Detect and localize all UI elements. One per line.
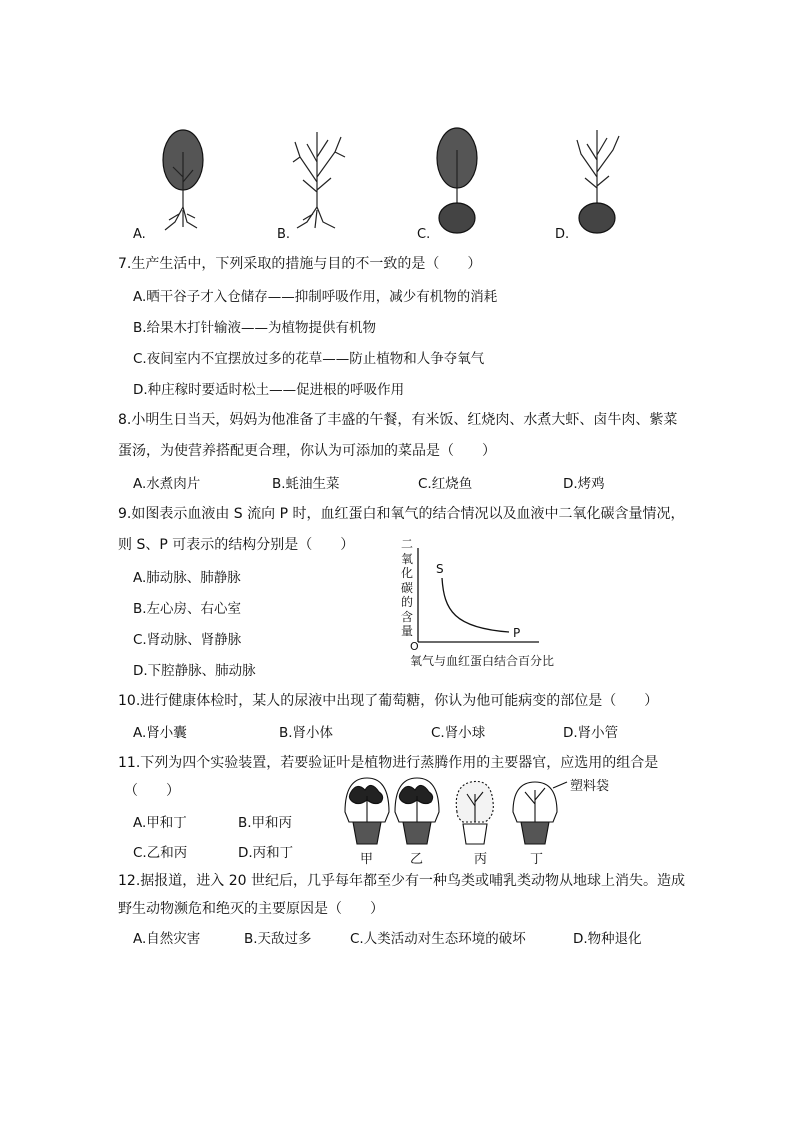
q11-stem: 11.下列为四个实验装置，若要验证叶是植物进行蒸腾作用的主要器官，应选用的组合是 <box>118 755 659 771</box>
q11-option-b: B.甲和丙 <box>238 815 293 831</box>
q9-option-d: D.下腔静脉、肺动脉 <box>133 663 256 679</box>
q12-option-c: C.人类活动对生态环境的破坏 <box>350 931 526 947</box>
q10-stem: 10.进行健康体检时，某人的尿液中出现了葡萄糖，你认为他可能病变的部位是（ ） <box>118 693 659 709</box>
q12-option-b: B.天敌过多 <box>244 931 312 947</box>
q11-option-d: D.丙和丁 <box>238 845 294 861</box>
q8-option-a: A.水煮肉片 <box>133 476 201 492</box>
q9-y-char: 的 <box>400 595 413 609</box>
setup-bing <box>456 781 493 844</box>
q9-curve <box>442 578 509 632</box>
q11-option-a: A.甲和丁 <box>133 815 187 831</box>
q8-stem-line2: 蛋汤，为使营养搭配更合理，你认为可添加的菜品是（ ） <box>118 443 496 459</box>
q8-option-d: D.烤鸡 <box>563 476 605 492</box>
q9-y-char: 量 <box>400 624 413 638</box>
q12-option-a: A.自然灾害 <box>133 931 201 947</box>
tree-option-label-b: B. <box>277 227 291 242</box>
q8-option-b: B.蚝油生菜 <box>272 476 340 492</box>
q11-bag-label: 塑料袋 <box>570 779 610 794</box>
tree-option-label-a: A. <box>133 227 146 242</box>
q11-pot-label-bing: 丙 <box>474 852 488 867</box>
q9-stem-line1: 9.如图表示血液由 S 流向 P 时，血红蛋白和氧气的结合情况以及血液中二氧化碳含量情况， <box>118 506 685 522</box>
q11-option-c: C.乙和丙 <box>133 845 188 861</box>
tree-options-figure <box>135 122 655 247</box>
q10-option-c: C.肾小球 <box>431 725 486 741</box>
q7-stem: 7.生产生活中，下列采取的措施与目的不一致的是（ ） <box>118 256 482 272</box>
q10-option-b: B.肾小体 <box>279 725 334 741</box>
q10-option-d: D.肾小管 <box>563 725 619 741</box>
q9-x-label: 氧气与血红蛋白结合百分比 <box>410 654 555 668</box>
q7-option-a: A.晒干谷子才入仓储存——抑制呼吸作用，减少有机物的消耗 <box>133 289 498 305</box>
q11-plant-setups-figure <box>335 772 605 852</box>
q12-option-d: D.物种退化 <box>573 931 642 947</box>
tree-b-bare-bare-roots <box>293 132 345 228</box>
q8-option-c: C.红烧鱼 <box>418 476 473 492</box>
q11-pot-label-yi: 乙 <box>410 852 424 867</box>
q9-y-char: 碳 <box>400 580 413 595</box>
q9-y-char: 化 <box>400 566 413 580</box>
q12-stem-line2: 野生动物濒危和绝灭的主要原因是（ ） <box>118 901 384 917</box>
q9-point-s: S <box>436 562 444 576</box>
setup-ding <box>513 782 567 844</box>
q11-pot-label-ding: 丁 <box>530 852 544 867</box>
tree-option-label-c: C. <box>417 227 431 242</box>
setup-jia <box>345 778 389 844</box>
q11-stem-line2: （ ） <box>124 783 180 799</box>
setup-yi <box>395 778 439 844</box>
tree-a-leafy-bare-roots <box>163 130 203 230</box>
q12-stem-line1: 12.据报道，进入 20 世纪后，几乎每年都至少有一种鸟类或哺乳类动物从地球上消失。造成 <box>118 873 685 889</box>
q7-option-c: C.夜间室内不宜摆放过多的花草——防止植物和人争夺氧气 <box>133 351 485 367</box>
q9-y-char: 二 <box>400 537 413 551</box>
tree-d-bare-root-ball <box>577 130 619 233</box>
q9-graph-axes <box>414 548 544 648</box>
q9-option-a: A.肺动脉、肺静脉 <box>133 570 241 586</box>
q11-pot-label-jia: 甲 <box>360 852 374 867</box>
q7-option-d: D.种庄稼时要适时松土——促进根的呼吸作用 <box>133 382 405 398</box>
q7-option-b: B.给果木打针输液——为植物提供有机物 <box>133 320 377 336</box>
q10-option-a: A.肾小囊 <box>133 725 187 741</box>
q9-option-c: C.肾动脉、肾静脉 <box>133 632 242 648</box>
tree-c-leafy-root-ball <box>437 128 477 233</box>
q9-point-p: P <box>513 626 521 640</box>
q9-origin: O <box>410 640 419 653</box>
q8-stem-line1: 8.小明生日当天，妈妈为他准备了丰盛的午餐，有米饭、红烧肉、水煮大虾、卤牛肉、紫菜 <box>118 412 678 428</box>
q9-stem-line2: 则 S、P 可表示的结构分别是（ ） <box>118 537 355 553</box>
tree-option-label-d: D. <box>555 227 570 242</box>
q9-option-b: B.左心房、右心室 <box>133 601 242 617</box>
q9-graph-y-label <box>400 537 414 639</box>
q9-y-char: 氧 <box>400 551 413 566</box>
q9-y-char: 含 <box>400 609 413 624</box>
